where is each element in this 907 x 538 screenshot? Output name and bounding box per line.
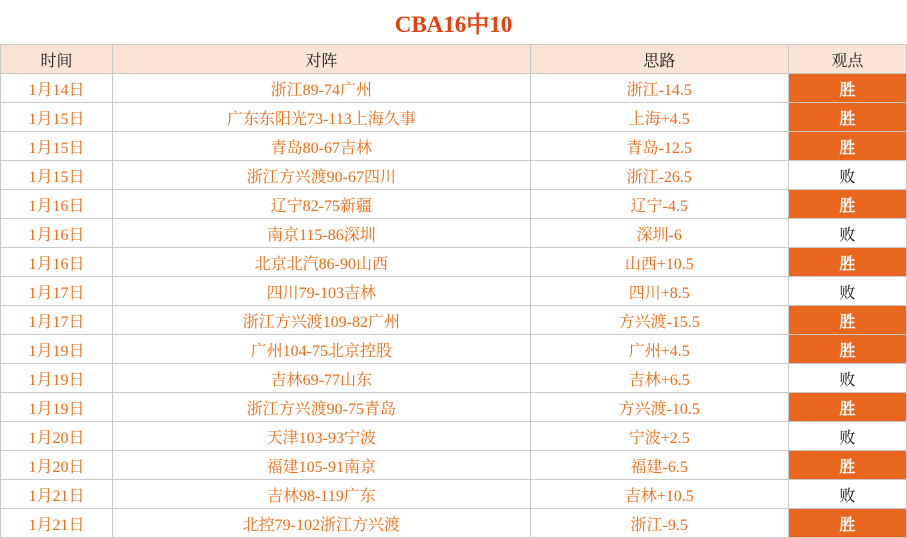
cell-match: 福建105-91南京	[113, 451, 530, 480]
cell-view: 胜	[788, 74, 906, 103]
cell-match: 吉林69-77山东	[113, 364, 530, 393]
table-row	[1, 422, 907, 451]
column-header-match: 对阵	[113, 45, 530, 74]
cell-idea: 山西+10.5	[530, 248, 788, 277]
cell-time: 1月16日	[1, 248, 113, 277]
column-header-view: 观点	[788, 45, 906, 74]
cell-idea: 四川+8.5	[530, 277, 788, 306]
table-row	[1, 451, 907, 480]
cell-time: 1月21日	[1, 480, 113, 509]
cell-view: 胜	[788, 451, 906, 480]
table-header-row	[1, 45, 907, 74]
table-row	[1, 74, 907, 103]
cell-time: 1月17日	[1, 277, 113, 306]
cell-match: 浙江方兴渡90-67四川	[113, 161, 530, 190]
cell-time: 1月17日	[1, 306, 113, 335]
table-row	[1, 335, 907, 364]
column-header-time: 时间	[1, 45, 113, 74]
table-row	[1, 248, 907, 277]
cell-view: 胜	[788, 190, 906, 219]
cell-time: 1月19日	[1, 393, 113, 422]
table-row	[1, 132, 907, 161]
page-title: CBA16中10	[394, 12, 513, 37]
cell-idea: 浙江-9.5	[530, 509, 788, 538]
cell-match: 北控79-102浙江方兴渡	[113, 509, 530, 538]
cell-time: 1月19日	[1, 335, 113, 364]
cell-idea: 吉林+6.5	[530, 364, 788, 393]
cell-idea: 辽宁-4.5	[530, 190, 788, 219]
cell-match: 浙江方兴渡109-82广州	[113, 306, 530, 335]
results-table	[0, 44, 907, 538]
table-row	[1, 306, 907, 335]
cell-time: 1月16日	[1, 190, 113, 219]
cell-view: 败	[788, 277, 906, 306]
cell-view: 胜	[788, 132, 906, 161]
cell-time: 1月19日	[1, 364, 113, 393]
cell-time: 1月20日	[1, 422, 113, 451]
cell-idea: 青岛-12.5	[530, 132, 788, 161]
cell-match: 南京115-86深圳	[113, 219, 530, 248]
cell-view: 败	[788, 219, 906, 248]
cell-time: 1月14日	[1, 74, 113, 103]
table-row	[1, 509, 907, 538]
cell-idea: 深圳-6	[530, 219, 788, 248]
cell-view: 胜	[788, 393, 906, 422]
cell-time: 1月15日	[1, 161, 113, 190]
cell-view: 胜	[788, 248, 906, 277]
table-row	[1, 103, 907, 132]
table-row	[1, 161, 907, 190]
table-row	[1, 190, 907, 219]
column-header-idea: 思路	[530, 45, 788, 74]
cell-time: 1月16日	[1, 219, 113, 248]
cell-view: 败	[788, 364, 906, 393]
table-row	[1, 480, 907, 509]
cell-idea: 福建-6.5	[530, 451, 788, 480]
cell-idea: 浙江-14.5	[530, 74, 788, 103]
cell-idea: 宁波+2.5	[530, 422, 788, 451]
cell-match: 浙江方兴渡90-75青岛	[113, 393, 530, 422]
table-row	[1, 364, 907, 393]
table-body	[1, 74, 907, 538]
cell-idea: 吉林+10.5	[530, 480, 788, 509]
cell-idea: 方兴渡-15.5	[530, 306, 788, 335]
table-row	[1, 219, 907, 248]
table-row	[1, 393, 907, 422]
cell-match: 浙江89-74广州	[113, 74, 530, 103]
cell-idea: 广州+4.5	[530, 335, 788, 364]
cell-idea: 上海+4.5	[530, 103, 788, 132]
cell-idea: 浙江-26.5	[530, 161, 788, 190]
cell-match: 吉林98-119广东	[113, 480, 530, 509]
cell-view: 胜	[788, 306, 906, 335]
cell-match: 天津103-93宁波	[113, 422, 530, 451]
cell-match: 青岛80-67吉林	[113, 132, 530, 161]
cell-match: 广东东阳光73-113上海久事	[113, 103, 530, 132]
cell-idea: 方兴渡-10.5	[530, 393, 788, 422]
cell-match: 北京北汽86-90山西	[113, 248, 530, 277]
cell-view: 败	[788, 161, 906, 190]
cell-match: 四川79-103吉林	[113, 277, 530, 306]
table-row	[1, 277, 907, 306]
cell-view: 胜	[788, 103, 906, 132]
cell-view: 胜	[788, 509, 906, 538]
cell-view: 败	[788, 480, 906, 509]
cell-view: 胜	[788, 335, 906, 364]
cell-time: 1月20日	[1, 451, 113, 480]
cell-time: 1月15日	[1, 103, 113, 132]
cell-time: 1月15日	[1, 132, 113, 161]
cell-match: 辽宁82-75新疆	[113, 190, 530, 219]
cell-match: 广州104-75北京控股	[113, 335, 530, 364]
cell-time: 1月21日	[1, 509, 113, 538]
cell-view: 败	[788, 422, 906, 451]
